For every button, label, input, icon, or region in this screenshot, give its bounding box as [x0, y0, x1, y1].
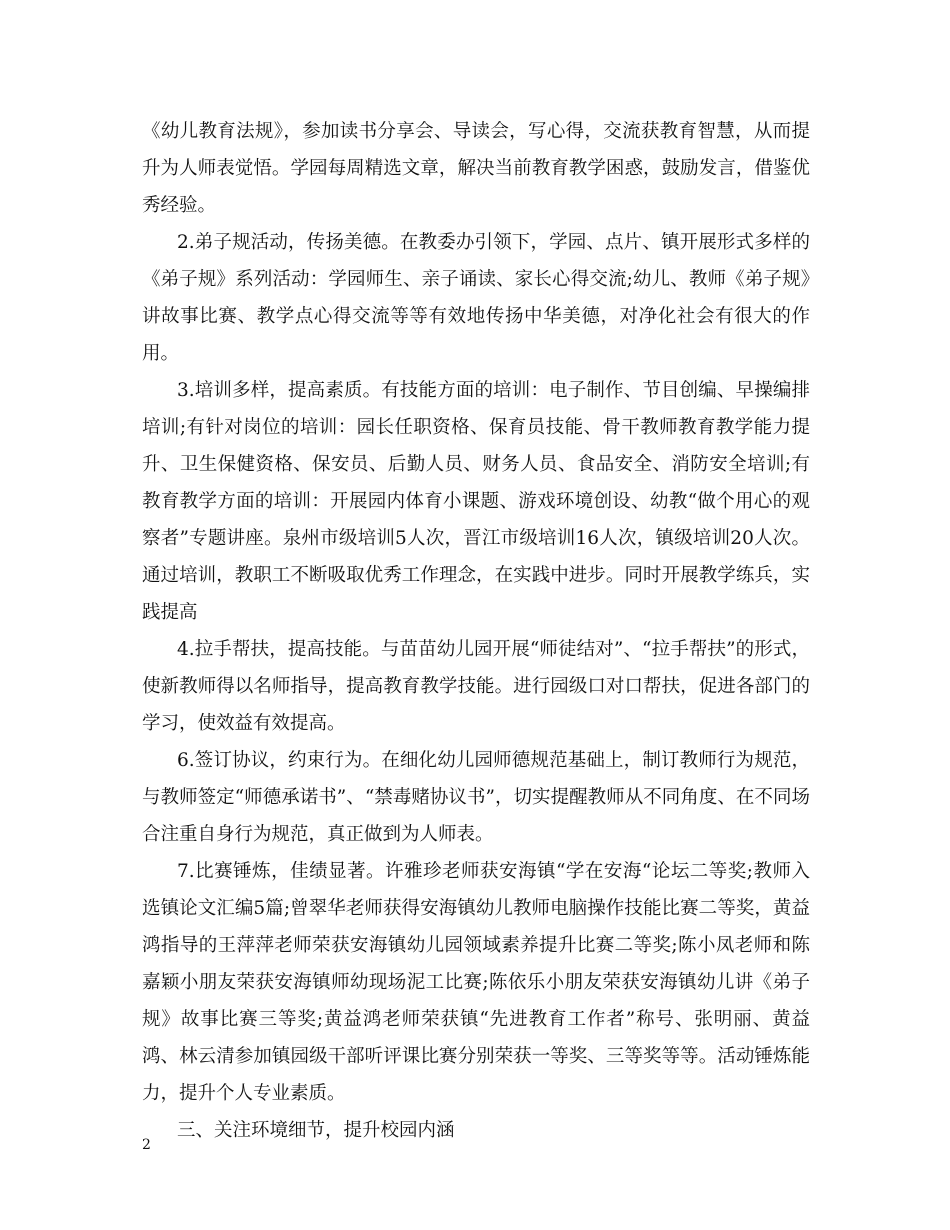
body-text: [142, 113, 810, 1149]
paragraph-item-6: 6.签订协议，约束行为。在细化幼儿园师德规范基础上，制订教师行为规范，与教师签定“师德承诺书”、“禁毒赌协议书”，切实提醒教师从不同角度、在不同场合注重自身行为规范，真正做到为人师表。: [142, 750, 810, 845]
section-heading: 三、关注环境细节，提升校园内涵: [177, 1120, 455, 1141]
paragraph-item-4: 4.拉手帮扶，提高技能。与苗苗幼儿园开展“师徒结对”、“拉手帮扶”的形式，使新教师得以名师指导，提高教育教学技能。进行园级口对口帮扶，促进各部门的学习，使效益有效提高。: [142, 639, 810, 734]
paragraph-continuation: 《幼儿教育法规》，参加读书分享会、导读会，写心得，交流获教育智慧，从而提升为人师表觉悟。学园每周精选文章，解决当前教育教学困惑，鼓励发言，借鉴优秀经验。: [142, 121, 810, 216]
paragraph-item-2: 2.弟子规活动，传扬美德。在教委办引领下，学园、点片、镇开展形式多样的《弟子规》系列活动：学园师生、亲子诵读、家长心得交流;幼儿、教师《弟子规》讲故事比赛、教学点心得交流等等有效地传扬中华美德，对净化社会有很大的作用。: [142, 232, 810, 364]
page-number: 2: [142, 1137, 151, 1153]
paragraph-item-7: 7.比赛锤炼，佳绩显著。许雅珍老师获安海镇“学在安海“论坛二等奖;教师入选镇论文汇编5篇;曾翠华老师获得安海镇幼儿教师电脑操作技能比赛二等奖，黄益鸿指导的王萍萍老师荣获安海镇幼儿园领域素养提升比赛二等奖;陈小凤老师和陈嘉颖小朋友荣获安海镇师幼现场泥工比赛;陈依乐小朋友荣获安海镇幼儿讲《弟子规》故事比赛三等奖;黄益鸿老师荣获镇“先进教育工作者”称号、张明丽、黄益鸿、林云清参加镇园级干部听评课比赛分别荣获一等奖、三等奖等等。活动锤炼能力，提升个人专业素质。: [142, 861, 810, 1104]
paragraph-item-3: 3.培训多样，提高素质。有技能方面的培训：电子制作、节目创编、早操编排培训;有针对岗位的培训：园长任职资格、保育员技能、骨干教师教育教学能力提升、卫生保健资格、保安员、后勤人员、财务人员、食品安全、消防安全培训;有教育教学方面的培训：开展园内体育小课题、游戏环境创设、幼教“做个用心的观察者”专题讲座。泉州市级培训5人次，晋江市级培训16人次，镇级培训20人次。通过培训，教职工不断吸取优秀工作理念，在实践中进步。同时开展教学练兵，实践提高: [142, 380, 810, 623]
